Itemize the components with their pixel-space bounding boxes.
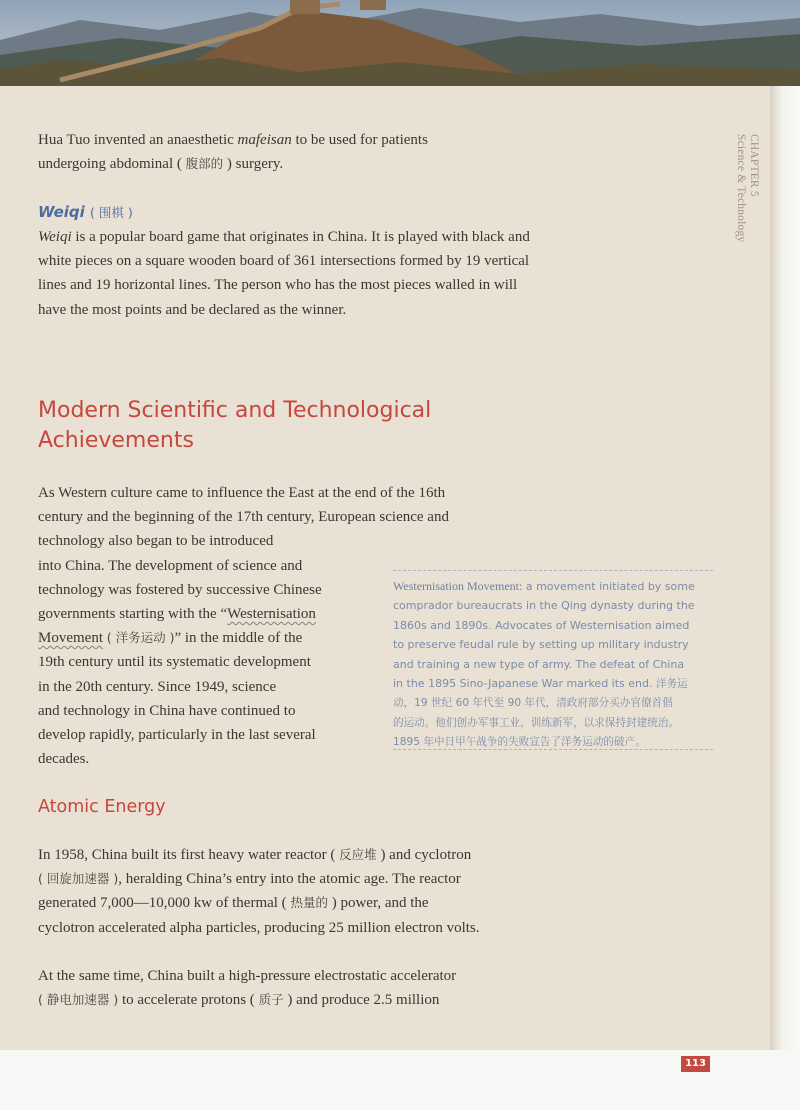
para-line: technology also began to be introduced [38, 533, 274, 550]
note-cjk-line: 动，19 世纪 60 年代至 90 年代，清政府部分买办官僚首倡 [393, 697, 673, 710]
weiqi-paragraph [38, 225, 538, 322]
text-run: , heralding China’s entry into the atomic age. The reactor [118, 871, 461, 888]
note-cjk-line: 洋务运 [655, 678, 688, 691]
weiqi-heading [38, 203, 133, 221]
text-run: to be used for patients [291, 132, 428, 148]
text-run: ) power, and the [327, 895, 429, 912]
atomic-paragraph-1 [38, 843, 480, 940]
page-edge [770, 86, 800, 1050]
cjk-gloss: 反应堆 [339, 847, 377, 862]
weiqi-heading-cjk: ( 围棋 ) [90, 205, 133, 220]
text-run: ) and produce 2.5 million [283, 992, 440, 1009]
westernisation-term: Westernisation [227, 606, 316, 623]
page-number: 113 [681, 1056, 710, 1072]
note-cjk-line: 1895 年中日甲午战争的失败宣告了洋务运动的破产。 [393, 736, 646, 749]
chapter-number: CHAPTER 5 [748, 134, 760, 197]
text-run: ) surgery. [223, 156, 284, 173]
mafeisan-term: mafeisan [237, 132, 292, 148]
weiqi-heading-text: Weiqi [38, 203, 85, 221]
atomic-energy-heading: Atomic Energy [38, 797, 166, 817]
text-run: In 1958, China built its first heavy water reactor ( [38, 847, 340, 863]
hua-tuo-paragraph [38, 128, 428, 176]
para-line: century and the beginning of the 17th century, European science and [38, 509, 449, 526]
para-line: in the 20th century. Since 1949, science [38, 678, 277, 695]
movement-term: Movement [38, 630, 103, 647]
cjk-gloss: 腹部的 [185, 156, 224, 172]
para-line: into China. The development of science and [38, 557, 303, 574]
cjk-gloss: ( 洋务运动 ) [106, 630, 175, 646]
cjk-gloss: 质子 [258, 992, 284, 1008]
para-line: As Western culture came to influence the East at the end of the 16th [38, 485, 446, 501]
para-line: and technology in China have continued to [38, 702, 296, 719]
weiqi-text: is a popular board game that originates in China. It is played with black and white pieces on a square wooden board of 361 intersections formed by 19 vertical lines and 19 horizontal lines. The person who has the most pieces walled in will have the most points and be declared as the winner. [38, 229, 530, 318]
note-line: comprador bureaucrats in the Qing dynasty during the [393, 599, 695, 613]
section-title-line-2: Achievements [38, 428, 194, 453]
note-line: to preserve feudal rule by setting up military industry [393, 638, 689, 652]
para-line: develop rapidly, particularly in the last several [38, 727, 316, 744]
section-paragraph [38, 481, 449, 771]
note-line: in the 1895 Sino-Japanese War marked its end. [393, 677, 656, 691]
chapter-side-label [736, 134, 760, 264]
text-run: Hua Tuo invented an anaesthetic [38, 132, 238, 148]
atomic-paragraph-2 [38, 964, 456, 1012]
weiqi-term: Weiqi [38, 229, 72, 245]
cjk-gloss: ( 静电加速器 ) [38, 992, 119, 1008]
note-line: a movement initiated by some [522, 580, 695, 593]
note-cjk-line: 的运动。他们创办军事工业，训练新军，以求保持封建统治。 [393, 716, 680, 729]
para-line: technology was fostered by successive Chinese [38, 581, 322, 598]
para-line: governments starting with the “ [38, 606, 228, 623]
text-run: ) and cyclotron [376, 847, 472, 863]
note-line: and training a new type of army. The defeat of China [393, 657, 685, 671]
text-run: to accelerate protons ( [118, 992, 259, 1009]
cjk-gloss: 热量的 [290, 895, 328, 911]
chapter-subject: Science & Technology [735, 134, 747, 243]
great-wall-photo [0, 0, 800, 86]
para-line: ” in the middle of the [174, 630, 303, 647]
text-run: At the same time, China built a high-pressure electrostatic accelerator [38, 968, 457, 984]
text-run: cyclotron accelerated alpha particles, producing 25 million electron volts. [38, 919, 480, 936]
section-title-line-1: Modern Scientific and Technological [38, 398, 432, 423]
note-line: 1860s and 1890s. Advocates of Westernisation aimed [393, 618, 690, 632]
cjk-gloss: ( 回旋加速器 ) [38, 871, 119, 887]
para-line: decades. [38, 751, 90, 768]
westernisation-note [393, 570, 713, 750]
text-run: undergoing abdominal ( [38, 156, 186, 173]
section-title [38, 396, 431, 456]
para-line: 19th century until its systematic development [38, 654, 311, 671]
text-run: generated 7,000—10,000 kw of thermal ( [38, 895, 291, 912]
note-term: Westernisation Movement: [393, 579, 523, 593]
